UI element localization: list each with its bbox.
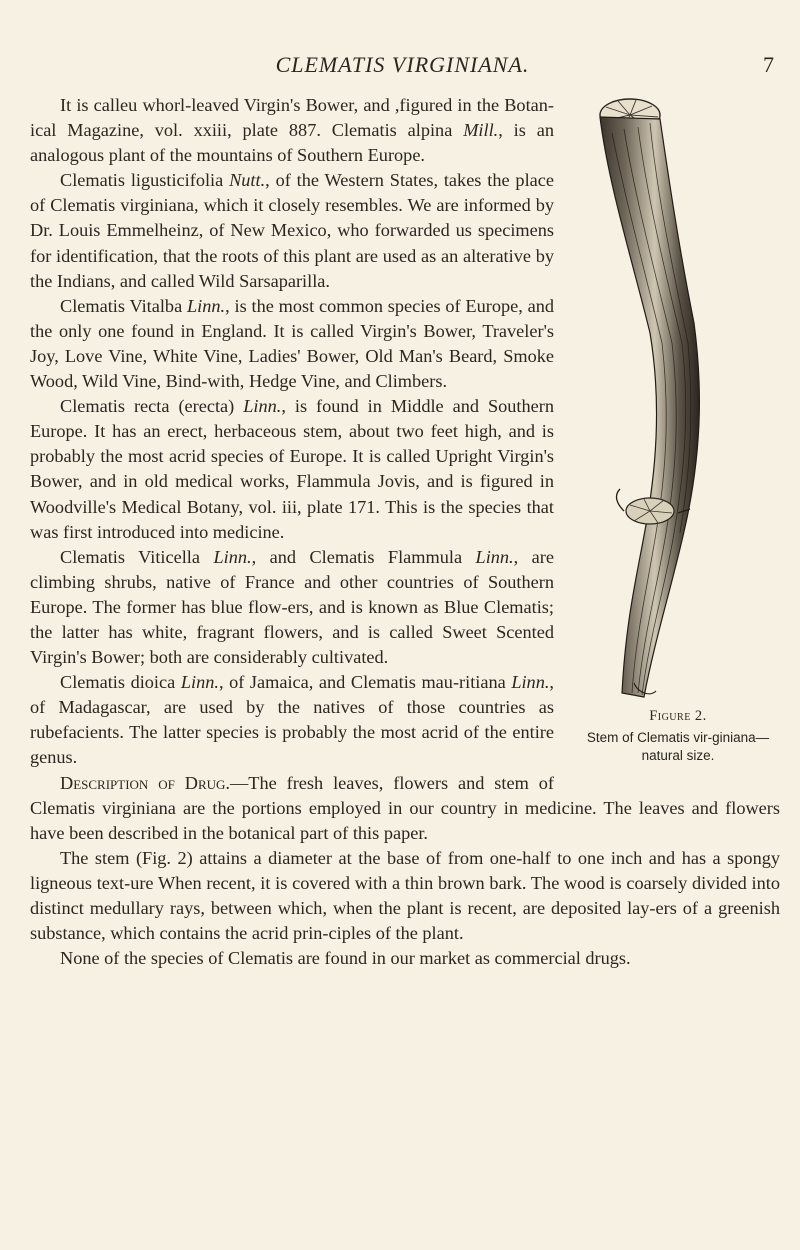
paragraph-text: , of Jamaica, and Clematis mau-ritiana (218, 672, 512, 693)
paragraph-text: , is the most common species of Europe, and the only one found in England. It is called Virgin's Bower, Traveler's Joy, Love Vine, White Vine, Ladies' Bower, Old Man's Beard, Smoke Wood, Wild Vine, Bind-with, Hedge Vine, and Climbers. (30, 295, 554, 392)
page-header (30, 52, 775, 82)
paragraph-text: , is found in Middle and Southern Europe. It has an erect, herbaceous stem, about two feet high, and is probably the most acrid species of Europe. It is called Upright Virgin's Bower, and in old medical works, Flammula Jovis, and is figured in Woodville's Medical Botany, vol. iii, plate 171. This is the species that was first introduced into medicine. (30, 396, 554, 542)
author-abbreviation: Linn. (475, 546, 514, 567)
paragraph-text: Description of Drug. (60, 772, 230, 793)
paragraph-text: , is an analogous plant of the mountains of Southern Europe. (30, 120, 554, 166)
paragraph-text: , of Madagascar, are used by the natives of those countries as rubefacients. The latter species is probably the most acrid of the entire genus. (30, 672, 554, 768)
paragraph-text: , are climbing shrubs, native of France and other countries of Southern Europe. The former has blue flow-ers, and is known as Blue Clematis; the latter has white, fragrant flowers, and is called Sweet Scented Virgin's Bower; both are considerably cultivated. (30, 546, 554, 668)
paragraph-text: , of the Western States, takes the place of Clematis virginiana, which it closely resembles. We are informed by Dr. Louis Emmelheinz, of New Mexico, who forwarded us specimens for identification, that the roots of this plant are used as an alterative by the Indians, and called Wild Sarsaparilla. (30, 170, 554, 291)
running-title: CLEMATIS VIRGINIANA. (275, 52, 530, 77)
author-abbreviation: Linn. (187, 295, 226, 316)
figure-label: Figure 2. (649, 708, 707, 724)
paragraph-text: , and Clematis Flammula (251, 546, 476, 567)
paragraph (30, 946, 780, 971)
paragraph (30, 846, 780, 946)
paragraph-text: None of the species of Clematis are found in our market as commercial drugs. (60, 948, 631, 969)
paragraph-text: The stem (Fig. 2) attains a diameter at the base of from one-half to one inch and has a spongy ligneous text-ure When recent, it is covered with a thin brown bark. The wood is coarsely divided into distinct medullary rays, between which, when the plant is recent, are deposited lay-ers of a greenish substance, which contains the acrid prin-ciples of the plant. (30, 847, 780, 944)
stem-illustration (578, 93, 778, 705)
paragraph-text: Clematis dioica (60, 672, 181, 693)
author-abbreviation: Linn. (243, 396, 282, 417)
figure-caption: Stem of Clematis vir-giniana—natural size. (586, 730, 770, 763)
figure-2 (568, 93, 780, 795)
paragraph-text: Clematis Viticella (60, 546, 214, 567)
author-abbreviation: Mill. (463, 120, 499, 141)
author-abbreviation: Nutt. (229, 170, 266, 191)
author-abbreviation: Linn. (180, 672, 219, 693)
page-number: 7 (763, 52, 775, 77)
body-text (30, 93, 780, 971)
paragraph-text: Clematis Vitalba (60, 295, 187, 316)
paragraph-text: Clematis recta (erecta) (60, 396, 244, 417)
author-abbreviation: Linn. (213, 546, 252, 567)
paragraph-text: Clematis ligusticifolia (60, 170, 230, 191)
author-abbreviation: Linn. (511, 672, 550, 693)
paragraph-text: —The fresh leaves, flowers and stem of Clematis virginiana are the portions employed in our country in medicine. The leaves and flowers have been described in the botanical part of this paper. (30, 772, 780, 843)
paragraph-text: It is calleu whorl-leaved Virgin's Bower, and ,figured in the Botan-ical Magazine, vol. xxiii, plate 887. Clematis alpina (30, 95, 554, 141)
